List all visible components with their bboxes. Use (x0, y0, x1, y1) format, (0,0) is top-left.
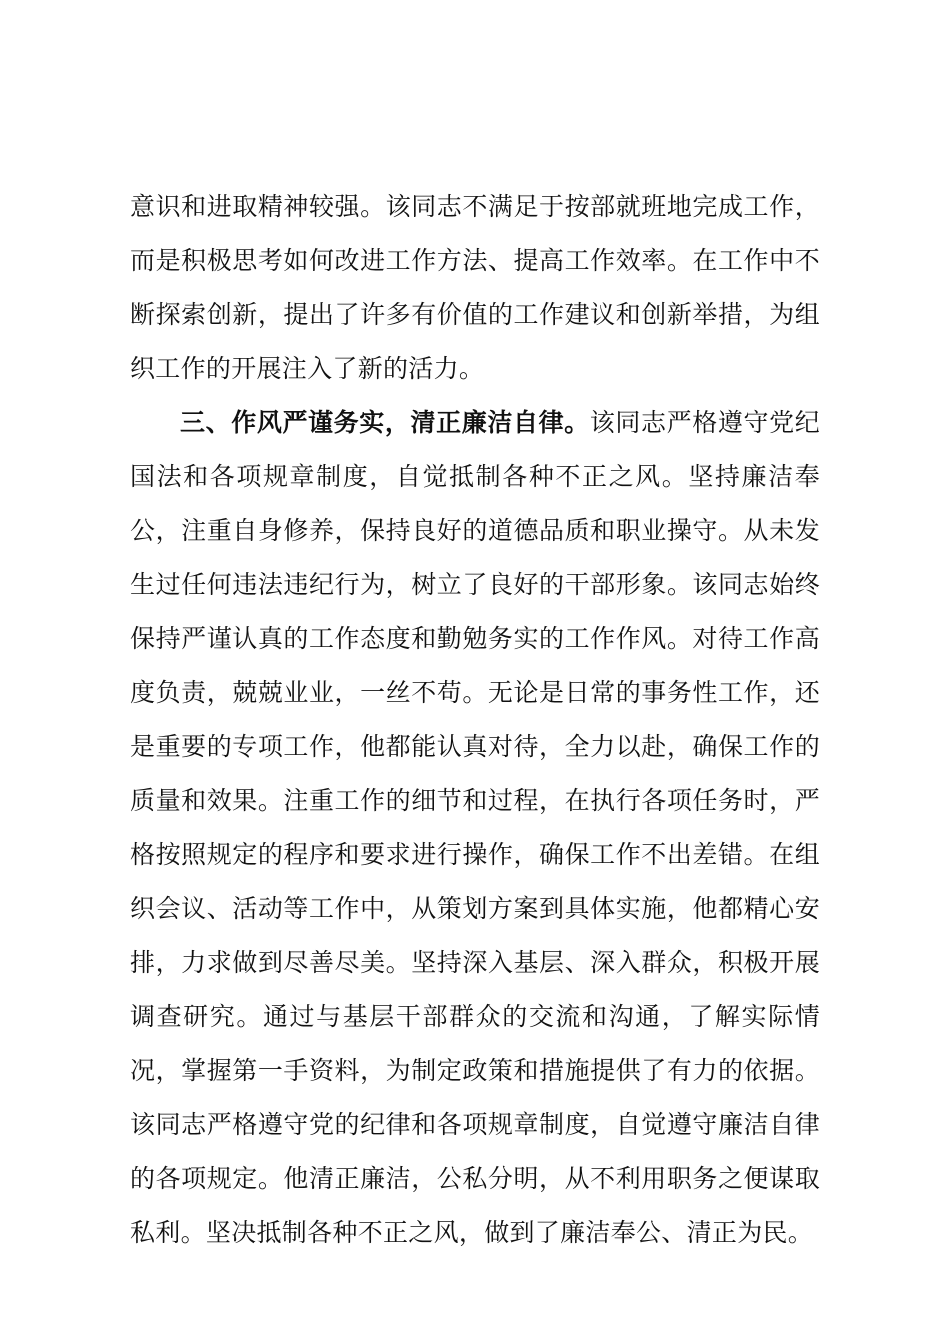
text-line: 是重要的专项工作，他都能认真对待，全力以赴，确保工作的 (130, 732, 820, 761)
text-line: 的各项规定。他清正廉洁，公私分明，从不利用职务之便谋取 (130, 1164, 820, 1193)
text-line (130, 396, 820, 450)
text-line: 织工作的开展注入了新的活力。 (130, 354, 485, 383)
text-line: 度负责，兢兢业业，一丝不苟。无论是日常的事务性工作，还 (130, 678, 820, 707)
text-line: 况，掌握第一手资料，为制定政策和措施提供了有力的依据。 (130, 1056, 820, 1085)
text-line: 生过任何违法违纪行为，树立了良好的干部形象。该同志始终 (130, 570, 820, 599)
text-line: 断探索创新，提出了许多有价值的工作建议和创新举措，为组 (130, 300, 820, 329)
text-line: 国法和各项规章制度，自觉抵制各种不正之风。坚持廉洁奉 (130, 462, 820, 491)
text-run: 该同志严格遵守党纪 (589, 408, 820, 437)
text-line: 意识和进取精神较强。该同志不满足于按部就班地完成工作， (130, 192, 820, 221)
paragraph-1 (130, 180, 820, 396)
text-line: 织会议、活动等工作中，从策划方案到具体实施，他都精心安 (130, 894, 820, 923)
text-line: 调查研究。通过与基层干部群众的交流和沟通，了解实际情 (130, 1002, 820, 1031)
text-line: 私利。坚决抵制各种不正之风，做到了廉洁奉公、清正为民。 (130, 1218, 814, 1247)
text-line: 质量和效果。注重工作的细节和过程，在执行各项任务时，严 (130, 786, 820, 815)
text-line: 排，力求做到尽善尽美。坚持深入基层、深入群众，积极开展 (130, 948, 820, 977)
paragraph-2 (130, 396, 820, 1260)
text-line: 公，注重自身修养，保持良好的道德品质和职业操守。从未发 (130, 516, 820, 545)
text-line: 该同志严格遵守党的纪律和各项规章制度，自觉遵守廉洁自律 (130, 1110, 820, 1139)
text-line: 保持严谨认真的工作态度和勤勉务实的工作作风。对待工作高 (130, 624, 820, 653)
body-text (130, 180, 820, 1260)
text-line: 而是积极思考如何改进工作方法、提高工作效率。在工作中不 (130, 246, 820, 275)
text-line: 格按照规定的程序和要求进行操作，确保工作不出差错。在组 (130, 840, 820, 869)
section-heading: 三、作风严谨务实，清正廉洁自律。 (180, 408, 590, 437)
